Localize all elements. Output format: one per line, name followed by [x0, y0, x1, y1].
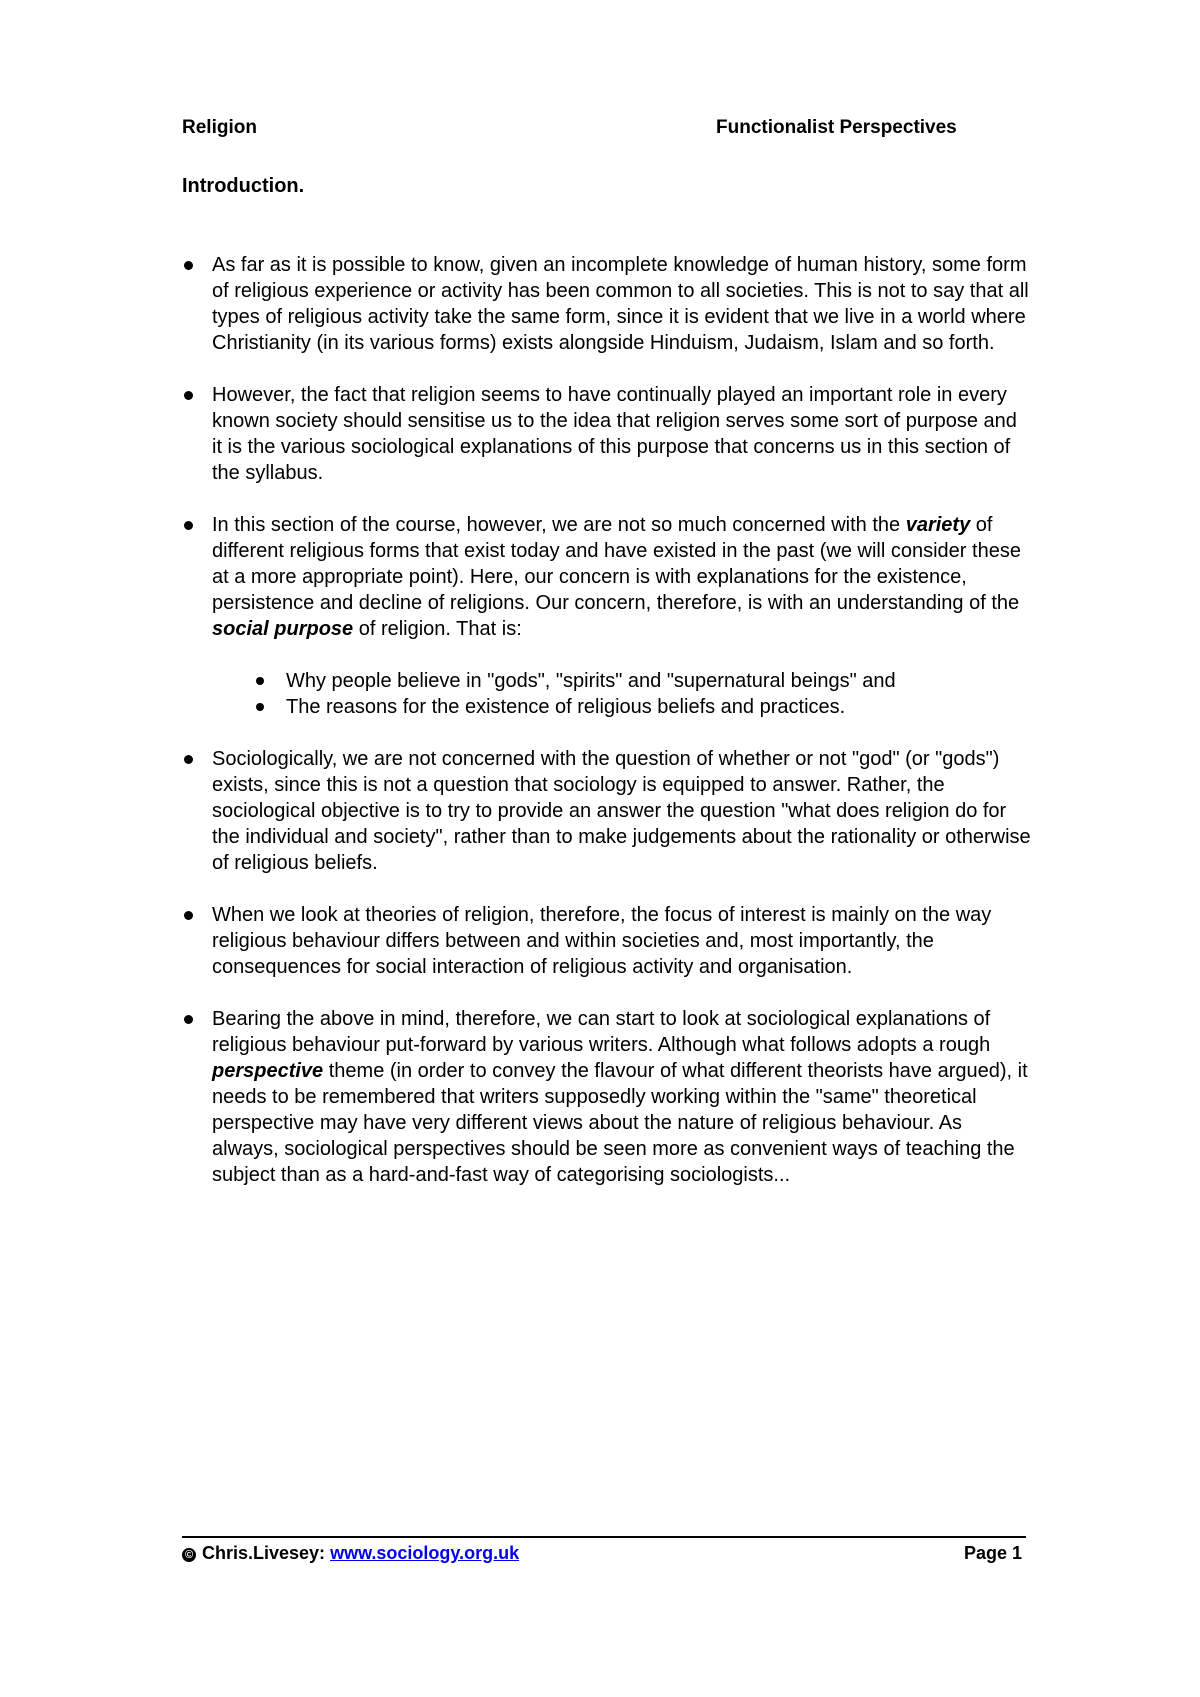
bullet-text	[212, 512, 1032, 642]
bullet-item-1	[182, 252, 1032, 356]
footer-author: Chris.Livesey:	[202, 1543, 331, 1563]
sub-bullet-text: The reasons for the existence of religious beliefs and practices.	[286, 696, 846, 718]
bullet-text: When we look at theories of religion, therefore, the focus of interest is mainly on the way religious behaviour differs between and within societies and, most importantly, the consequences for social interaction of religious activity and organisation.	[212, 904, 992, 978]
text-run: In this section of the course, however, we are not so much concerned with the	[212, 514, 906, 536]
bullet-item-6	[182, 1006, 1032, 1188]
text-run: Bearing the above in mind, therefore, we can start to look at sociological explanations of religious behaviour put-forward by various writers. Although what follows adopts a rough	[212, 1008, 991, 1056]
bullet-dot-icon	[256, 677, 264, 685]
text-run: of religion. That is:	[353, 618, 522, 640]
bullet-dot-icon	[184, 755, 193, 764]
bullet-item-5	[182, 902, 1032, 980]
sub-bullet-item	[254, 694, 1032, 720]
bullet-item-2	[182, 382, 1032, 486]
sub-bullet-item	[254, 668, 1032, 694]
page-footer	[182, 1543, 1026, 1564]
bullet-dot-icon	[184, 1015, 193, 1024]
copyright-icon: ©	[182, 1548, 196, 1562]
bullet-dot-icon	[184, 261, 193, 270]
page-number: Page 1	[963, 1543, 1022, 1563]
bullet-item-3	[182, 512, 1032, 720]
header-topic: Functionalist Perspectives	[716, 117, 957, 138]
emphasis-variety: variety	[905, 514, 971, 536]
website-link[interactable]: www.sociology.org.uk	[330, 1543, 520, 1563]
bullet-dot-icon	[256, 703, 264, 711]
text-run: of different religious forms that exist today and have existed in the past (we will consider these at a more appropriate point). Here, our concern is with explanations for the existence, persistence and decline of religions. Our concern, therefore, is with an understanding of the	[212, 514, 1021, 614]
bullet-text: As far as it is possible to know, given an incomplete knowledge of human history, some form of religious experience or activity has been common to all societies. This is not to say that all types of religious activity take the same form, since it is evident that we live in a world where Christianity (in its various forms) exists alongside Hinduism, Judaism, Islam and so forth.	[212, 254, 1029, 354]
sub-bullet-text: Why people believe in "gods", "spirits" and "supernatural beings" and	[286, 670, 896, 692]
bullet-dot-icon	[184, 911, 193, 920]
section-heading: Introduction.	[182, 175, 305, 197]
emphasis-perspective: perspective	[212, 1060, 324, 1082]
bullet-list	[182, 252, 1032, 1214]
footer-divider	[182, 1536, 1026, 1538]
header-subject: Religion	[182, 117, 257, 138]
emphasis-social-purpose: social purpose	[212, 618, 354, 640]
bullet-dot-icon	[184, 391, 193, 400]
text-run: theme (in order to convey the flavour of what different theorists have argued), it needs to be remembered that writers supposedly working within the "same" theoretical perspective may have very different views about the nature of religious behaviour. As always, sociological perspectives should be seen more as convenient ways of teaching the subject than as a hard-and-fast way of categorising sociologists...	[212, 1060, 1028, 1186]
bullet-text: However, the fact that religion seems to have continually played an important role in every known society should sensitise us to the idea that religion serves some sort of purpose and it is the various sociological explanations of this purpose that concerns us in this section of the syllabus.	[212, 384, 1017, 484]
sub-bullet-list	[212, 668, 1032, 720]
bullet-item-4	[182, 746, 1032, 876]
bullet-text	[212, 1006, 1032, 1188]
bullet-text: Sociologically, we are not concerned with the question of whether or not "god" (or "gods") exists, since this is not a question that sociology is equipped to answer. Rather, the sociological objective is to try to provide an answer the question "what does religion do for the individual and society", rather than to make judgements about the rationality or otherwise of religious beliefs.	[212, 748, 1031, 874]
bullet-dot-icon	[184, 521, 193, 530]
